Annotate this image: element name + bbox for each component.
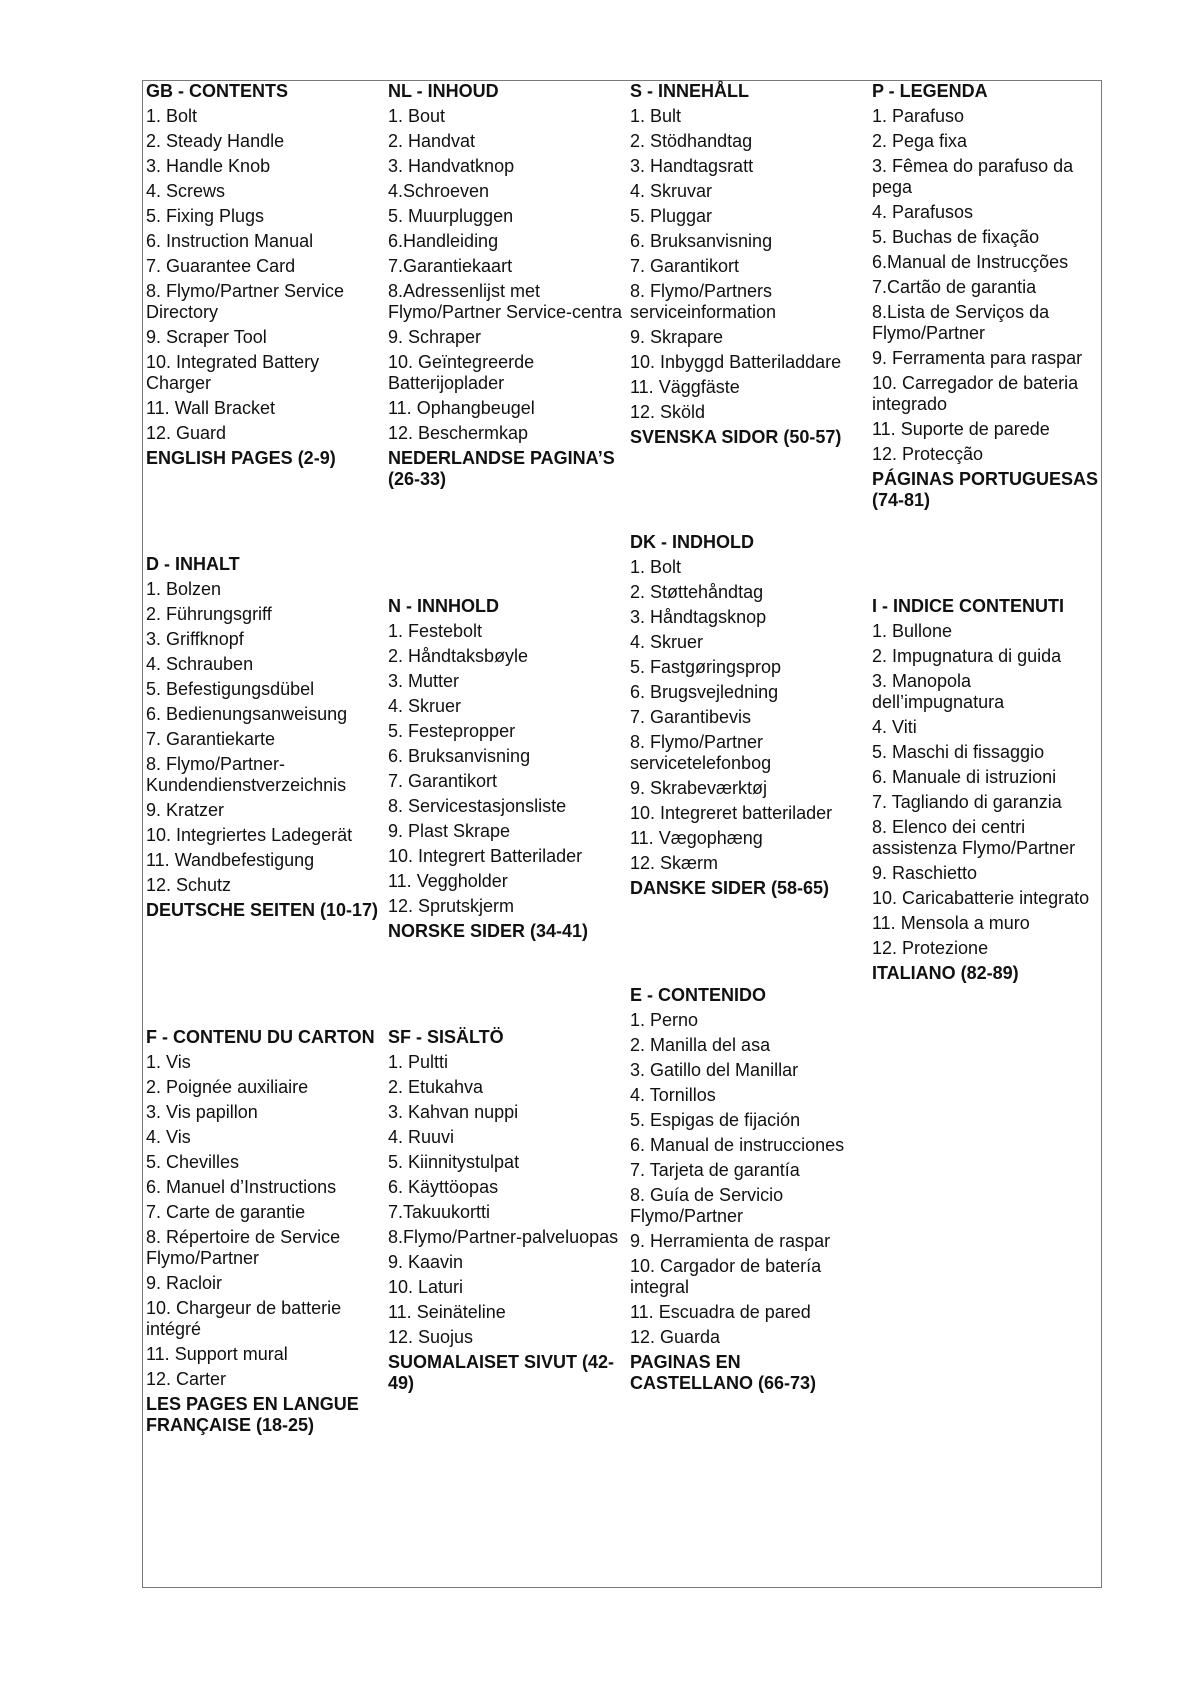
section-pages-reference: DANSKE SIDER (58-65) (630, 878, 830, 898)
list-item: 5. Pluggar (630, 206, 713, 226)
list-item: 10. Integriertes Ladegerät (146, 825, 353, 845)
list-item: 9. Raschietto (872, 863, 978, 883)
section-heading: E - CONTENIDO (630, 985, 767, 1005)
list-item: 11. Suporte de parede (872, 419, 1050, 439)
list-item: 8.Flymo/Partner-palveluopas (388, 1227, 619, 1247)
section-pages-reference: NORSKE SIDER (34-41) (388, 921, 589, 941)
list-item: 2. Manilla del asa (630, 1035, 771, 1055)
list-item: 6. Instruction Manual (146, 231, 314, 251)
list-item: 6.Handleiding (388, 231, 499, 251)
list-item: 4. Skruvar (630, 181, 713, 201)
list-item: 10. Geïntegreerde Batterijoplader (388, 352, 535, 393)
list-item: 11. Mensola a muro (872, 913, 1030, 933)
list-item: 4. Tornillos (630, 1085, 716, 1105)
list-item: 12. Suojus (388, 1327, 474, 1347)
list-item: 10. Caricabatterie integrato (872, 888, 1090, 908)
list-item: 9. Ferramenta para raspar (872, 348, 1083, 368)
list-item: 3. Handtagsratt (630, 156, 754, 176)
list-item: 3. Griffknopf (146, 629, 244, 649)
list-item: 7. Garantiekarte (146, 729, 276, 749)
list-item: 8. Flymo/Partner Service Directory (146, 281, 345, 322)
list-item: 11. Seinäteline (388, 1302, 506, 1322)
list-item: 5. Festepropper (388, 721, 516, 741)
list-item: 3. Handle Knob (146, 156, 271, 176)
list-item: 3. Fêmea do parafuso da pega (872, 156, 1074, 197)
list-item: 6. Bedienungsanweisung (146, 704, 348, 724)
section-heading: DK - INDHOLD (630, 532, 754, 552)
list-item: 12. Protecção (872, 444, 984, 464)
section-n (388, 596, 624, 942)
list-item: 7.Takuukortti (388, 1202, 491, 1222)
list-item: 10. Integrated Battery Charger (146, 352, 320, 393)
list-item: 1. Vis (146, 1052, 191, 1072)
section-e (630, 985, 866, 1394)
list-item: 5. Kiinnitystulpat (388, 1152, 520, 1172)
list-item: 2. Pega fixa (872, 131, 968, 151)
list-item: 2. Steady Handle (146, 131, 285, 151)
list-item: 7. Guarantee Card (146, 256, 296, 276)
section-f (146, 1027, 382, 1436)
list-item: 10. Cargador de batería integral (630, 1256, 822, 1297)
list-item: 2. Handvat (388, 131, 476, 151)
list-item: 4. Ruuvi (388, 1127, 455, 1147)
section-d (146, 554, 382, 921)
list-item: 4. Parafusos (872, 202, 974, 222)
section-heading: S - INNEHÅLL (630, 81, 749, 101)
list-item: 1. Perno (630, 1010, 699, 1030)
list-item: 12. Guarda (630, 1327, 721, 1347)
section-pages-reference: LES PAGES EN LANGUE FRANÇAISE (18-25) (146, 1394, 359, 1435)
list-item: 8. Guía de Servicio Flymo/Partner (630, 1185, 784, 1226)
list-item: 8. Flymo/Partners serviceinformation (630, 281, 777, 322)
list-item: 11. Support mural (146, 1344, 288, 1364)
list-item: 5. Fixing Plugs (146, 206, 265, 226)
list-item: 11. Väggfäste (630, 377, 740, 397)
list-item: 9. Scraper Tool (146, 327, 267, 347)
list-item: 10. Integreret batterilader (630, 803, 833, 823)
list-item: 8.Adressenlijst met Flymo/Partner Service-centra (388, 281, 623, 322)
list-item: 4. Viti (872, 717, 917, 737)
section-heading: P - LEGENDA (872, 81, 988, 101)
list-item: 8. Elenco dei centri assistenza Flymo/Partner (872, 817, 1076, 858)
list-item: 10. Carregador de bateria integrado (872, 373, 1079, 414)
list-item: 1. Bolzen (146, 579, 222, 599)
list-item: 10. Chargeur de batterie intégré (146, 1298, 342, 1339)
list-item: 1. Bolt (630, 557, 682, 577)
list-item: 5. Muurpluggen (388, 206, 514, 226)
list-item: 5. Buchas de fixação (872, 227, 1040, 247)
list-item: 3. Håndtagsknop (630, 607, 767, 627)
section-pages-reference: PÁGINAS PORTUGUESAS (74-81) (872, 469, 1099, 510)
list-item: 7. Garantikort (388, 771, 498, 791)
section-gb (146, 81, 382, 469)
list-item: 8. Flymo/Partner-Kundendienstverzeichnis (146, 754, 347, 795)
list-item: 3. Kahvan nuppi (388, 1102, 519, 1122)
list-item: 8. Flymo/Partner servicetelefonbog (630, 732, 772, 773)
list-item: 4.Schroeven (388, 181, 490, 201)
section-heading: F - CONTENU DU CARTON (146, 1027, 375, 1047)
list-item: 1. Bout (388, 106, 446, 126)
list-item: 8. Répertoire de Service Flymo/Partner (146, 1227, 341, 1268)
list-item: 5. Chevilles (146, 1152, 240, 1172)
list-item: 11. Wandbefestigung (146, 850, 315, 870)
list-item: 9. Skrabeværktøj (630, 778, 768, 798)
list-item: 6. Bruksanvisning (388, 746, 531, 766)
list-item: 6. Manual de instrucciones (630, 1135, 845, 1155)
list-item: 12. Carter (146, 1369, 227, 1389)
section-dk (630, 532, 866, 899)
list-item: 3. Mutter (388, 671, 460, 691)
list-item: 11. Veggholder (388, 871, 508, 891)
section-pages-reference: ENGLISH PAGES (2-9) (146, 448, 336, 468)
section-heading: SF - SISÄLTÖ (388, 1027, 504, 1047)
list-item: 11. Wall Bracket (146, 398, 276, 418)
list-item: 7.Garantiekaart (388, 256, 513, 276)
section-p (872, 81, 1108, 511)
list-item: 4. Schrauben (146, 654, 254, 674)
list-item: 1. Bolt (146, 106, 198, 126)
list-item: 12. Sköld (630, 402, 706, 422)
list-item: 9. Plast Skrape (388, 821, 511, 841)
list-item: 1. Parafuso (872, 106, 965, 126)
list-item: 12. Skærm (630, 853, 719, 873)
list-item: 2. Etukahva (388, 1077, 484, 1097)
section-pages-reference: ITALIANO (82-89) (872, 963, 1019, 983)
list-item: 2. Impugnatura di guida (872, 646, 1062, 666)
section-pages-reference: SVENSKA SIDOR (50-57) (630, 427, 842, 447)
section-sf (388, 1027, 624, 1394)
section-pages-reference: DEUTSCHE SEITEN (10-17) (146, 900, 379, 920)
list-item: 5. Maschi di fissaggio (872, 742, 1045, 762)
list-item: 9. Kaavin (388, 1252, 464, 1272)
list-item: 9. Kratzer (146, 800, 225, 820)
list-item: 8. Servicestasjonsliste (388, 796, 567, 816)
list-item: 9. Racloir (146, 1273, 223, 1293)
list-item: 12. Sprutskjerm (388, 896, 515, 916)
section-pages-reference: PAGINAS EN CASTELLANO (66-73) (630, 1352, 817, 1393)
list-item: 12. Schutz (146, 875, 232, 895)
list-item: 6.Manual de Instrucções (872, 252, 1069, 272)
list-item: 11. Ophangbeugel (388, 398, 535, 418)
section-heading: I - INDICE CONTENUTI (872, 596, 1064, 616)
list-item: 9. Schraper (388, 327, 482, 347)
list-item: 12. Guard (146, 423, 227, 443)
list-item: 7. Carte de garantie (146, 1202, 306, 1222)
section-s (630, 81, 866, 448)
list-item: 2. Führungsgriff (146, 604, 272, 624)
list-item: 1. Pultti (388, 1052, 449, 1072)
list-item: 6. Brugsvejledning (630, 682, 779, 702)
list-item: 3. Vis papillon (146, 1102, 258, 1122)
list-item: 7. Tagliando di garanzia (872, 792, 1062, 812)
list-item: 4. Vis (146, 1127, 191, 1147)
list-item: 1. Bullone (872, 621, 953, 641)
list-item: 6. Manuale di istruzioni (872, 767, 1057, 787)
list-item: 2. Støttehåndtag (630, 582, 764, 602)
list-item: 2. Stödhandtag (630, 131, 753, 151)
list-item: 10. Integrert Batterilader (388, 846, 583, 866)
list-item: 7. Tarjeta de garantía (630, 1160, 800, 1180)
list-item: 3. Manopola dell’impugnatura (872, 671, 1005, 712)
list-item: 6. Käyttöopas (388, 1177, 499, 1197)
list-item: 3. Gatillo del Manillar (630, 1060, 799, 1080)
list-item: 5. Befestigungsdübel (146, 679, 315, 699)
section-heading: N - INNHOLD (388, 596, 499, 616)
section-heading: NL - INHOUD (388, 81, 499, 101)
section-nl (388, 81, 624, 490)
list-item: 9. Herramienta de raspar (630, 1231, 831, 1251)
list-item: 6. Manuel d’Instructions (146, 1177, 337, 1197)
list-item: 2. Poignée auxiliaire (146, 1077, 309, 1097)
list-item: 11. Escuadra de pared (630, 1302, 811, 1322)
section-heading: D - INHALT (146, 554, 240, 574)
list-item: 10. Laturi (388, 1277, 464, 1297)
list-item: 8.Lista de Serviços da Flymo/Partner (872, 302, 1050, 343)
list-item: 2. Håndtaksbøyle (388, 646, 529, 666)
list-item: 7. Garantikort (630, 256, 740, 276)
list-item: 12. Protezione (872, 938, 989, 958)
list-item: 6. Bruksanvisning (630, 231, 773, 251)
list-item: 1. Festebolt (388, 621, 483, 641)
list-item: 4. Skruer (388, 696, 462, 716)
list-item: 9. Skrapare (630, 327, 724, 347)
list-item: 5. Espigas de fijación (630, 1110, 801, 1130)
list-item: 7.Cartão de garantia (872, 277, 1037, 297)
section-pages-reference: SUOMALAISET SIVUT (42-49) (388, 1352, 615, 1393)
list-item: 12. Beschermkap (388, 423, 529, 443)
list-item: 4. Screws (146, 181, 226, 201)
list-item: 5. Fastgøringsprop (630, 657, 782, 677)
section-heading: GB - CONTENTS (146, 81, 288, 101)
list-item: 1. Bult (630, 106, 682, 126)
list-item: 10. Inbyggd Batteriladdare (630, 352, 842, 372)
list-item: 3. Handvatknop (388, 156, 515, 176)
list-item: 4. Skruer (630, 632, 704, 652)
list-item: 7. Garantibevis (630, 707, 752, 727)
section-i (872, 596, 1108, 984)
list-item: 11. Vægophæng (630, 828, 763, 848)
section-pages-reference: NEDERLANDSE PAGINA’S (26-33) (388, 448, 615, 489)
